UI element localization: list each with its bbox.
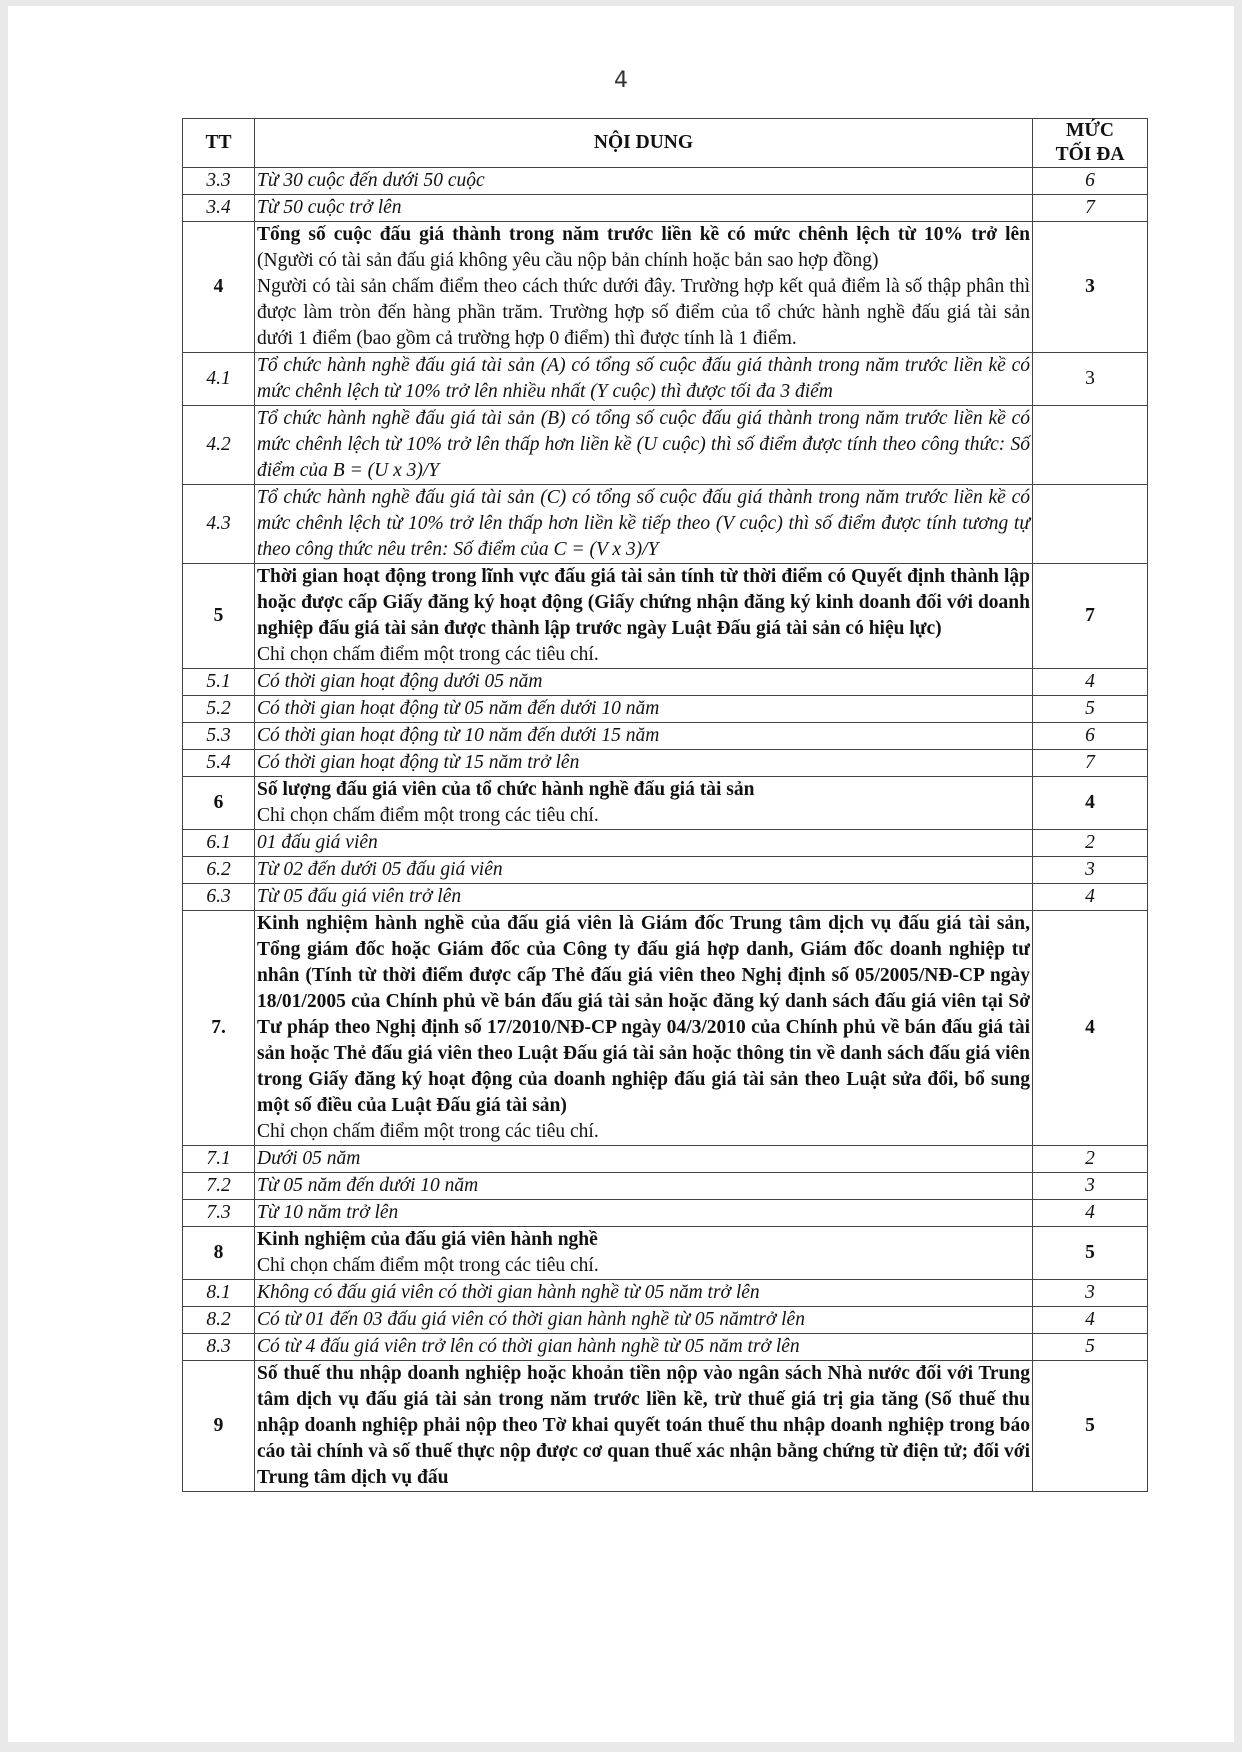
row-note: Chỉ chọn chấm điểm một trong các tiêu chí. xyxy=(257,805,599,826)
table-row xyxy=(183,222,1148,353)
row-content xyxy=(255,911,1033,1146)
row-tt: 8.2 xyxy=(183,1307,255,1334)
row-max: 4 xyxy=(1033,669,1148,696)
row-tt: 6 xyxy=(183,777,255,830)
row-text: Từ 10 năm trở lên xyxy=(255,1200,1033,1227)
row-max: 3 xyxy=(1033,1173,1148,1200)
row-text: (Người có tài sản đấu giá không yêu cầu nộp bản chính hoặc bản sao hợp đồng) xyxy=(257,250,879,271)
row-max: 3 xyxy=(1033,1280,1148,1307)
row-text: Từ 05 đấu giá viên trở lên xyxy=(255,884,1033,911)
table-row xyxy=(183,884,1148,911)
table-row xyxy=(183,1307,1148,1334)
row-max: 2 xyxy=(1033,830,1148,857)
table-row xyxy=(183,353,1148,406)
header-content: NỘI DUNG xyxy=(255,119,1033,168)
row-max: 6 xyxy=(1033,168,1148,195)
row-text: Không có đấu giá viên có thời gian hành nghề từ 05 năm trở lên xyxy=(255,1280,1033,1307)
row-max: 2 xyxy=(1033,1146,1148,1173)
row-tt: 4.2 xyxy=(183,406,255,485)
row-text: Có từ 4 đấu giá viên trở lên có thời gian hành nghề từ 05 năm trở lên xyxy=(255,1334,1033,1361)
row-note: Chỉ chọn chấm điểm một trong các tiêu chí. xyxy=(257,644,599,665)
header-tt: TT xyxy=(183,119,255,168)
table-row xyxy=(183,911,1148,1146)
row-max: 3 xyxy=(1033,857,1148,884)
row-tt: 4.3 xyxy=(183,485,255,564)
row-max xyxy=(1033,406,1148,485)
row-max: 4 xyxy=(1033,1200,1148,1227)
row-tt: 5.4 xyxy=(183,750,255,777)
row-tt: 6.3 xyxy=(183,884,255,911)
row-text: Có thời gian hoạt động từ 05 năm đến dưới 10 năm xyxy=(255,696,1033,723)
row-tt: 8.3 xyxy=(183,1334,255,1361)
row-text: Từ 05 năm đến dưới 10 năm xyxy=(255,1173,1033,1200)
row-bold-text: Số lượng đấu giá viên của tổ chức hành nghề đấu giá tài sản xyxy=(257,779,755,800)
table-row xyxy=(183,1227,1148,1280)
table-row xyxy=(183,857,1148,884)
row-note: Chỉ chọn chấm điểm một trong các tiêu chí. xyxy=(257,1255,599,1276)
table-row xyxy=(183,1146,1148,1173)
row-max: 5 xyxy=(1033,1227,1148,1280)
row-tt: 7.3 xyxy=(183,1200,255,1227)
row-tt: 7.1 xyxy=(183,1146,255,1173)
row-text: Tổ chức hành nghề đấu giá tài sản (A) có tổng số cuộc đấu giá thành trong năm trước liền kề có mức chênh lệch từ 10% trở lên nhiều nhất (Y cuộc) thì được tối đa 3 điểm xyxy=(255,353,1033,406)
table-row xyxy=(183,195,1148,222)
row-text: Có thời gian hoạt động từ 10 năm đến dưới 15 năm xyxy=(255,723,1033,750)
table-row xyxy=(183,1200,1148,1227)
row-text: Từ 50 cuộc trở lên xyxy=(255,195,1033,222)
row-text: Có từ 01 đến 03 đấu giá viên có thời gian hành nghề từ 05 nămtrở lên xyxy=(255,1307,1033,1334)
row-max: 3 xyxy=(1033,222,1148,353)
row-content xyxy=(255,777,1033,830)
row-tt: 5.2 xyxy=(183,696,255,723)
row-tt: 7. xyxy=(183,911,255,1146)
document-page xyxy=(8,6,1234,1742)
row-text: Tổ chức hành nghề đấu giá tài sản (B) có tổng số cuộc đấu giá thành trong năm trước liền kề có mức chênh lệch từ 10% trở lên thấp hơn liền kề (U cuộc) thì số điểm được tính theo công thức: Số điểm của B = (U x 3)/Y xyxy=(255,406,1033,485)
table-row xyxy=(183,1361,1148,1492)
row-content xyxy=(255,222,1033,353)
row-content xyxy=(255,1227,1033,1280)
row-tt: 8.1 xyxy=(183,1280,255,1307)
row-bold-text: Kinh nghiệm hành nghề của đấu giá viên là Giám đốc Trung tâm dịch vụ đấu giá tài sản, Tổng giám đốc hoặc Giám đốc của Công ty đấu giá hợp danh, Giám đốc doanh nghiệp tư nhân (Tính từ thời điểm được cấp Thẻ đấu giá viên theo Nghị định số 05/2005/NĐ-CP ngày 18/01/2005 của Chính phủ về bán đấu giá tài sản hoặc đăng ký danh sách đấu giá viên tại Sở Tư pháp theo Nghị định số 17/2010/NĐ-CP ngày 04/3/2010 của Chính phủ về bán đấu giá tài sản hoặc Thẻ đấu giá viên theo Luật Đấu giá tài sản hoặc thông tin về danh sách đấu giá viên trong Giấy đăng ký hoạt động của doanh nghiệp đấu giá tài sản theo Luật sửa đổi, bổ sung một số điều của Luật Đấu giá tài sản) xyxy=(257,913,1030,1116)
row-max: 7 xyxy=(1033,195,1148,222)
table-row xyxy=(183,406,1148,485)
row-max: 4 xyxy=(1033,884,1148,911)
table-row xyxy=(183,830,1148,857)
row-text: Dưới 05 năm xyxy=(255,1146,1033,1173)
row-tt: 6.2 xyxy=(183,857,255,884)
row-text: Từ 02 đến dưới 05 đấu giá viên xyxy=(255,857,1033,884)
row-text: Tổ chức hành nghề đấu giá tài sản (C) có tổng số cuộc đấu giá thành trong năm trước liền kề có mức chênh lệch từ 10% trở lên thấp hơn liền kề tiếp theo (V cuộc) thì số điểm được tính tương tự theo công thức nêu trên: Số điểm của C = (V x 3)/Y xyxy=(255,485,1033,564)
row-tt: 3.4 xyxy=(183,195,255,222)
table-row xyxy=(183,723,1148,750)
table-row xyxy=(183,1280,1148,1307)
table-row xyxy=(183,777,1148,830)
row-tt: 7.2 xyxy=(183,1173,255,1200)
row-tt: 5.3 xyxy=(183,723,255,750)
row-max: 7 xyxy=(1033,564,1148,669)
row-max: 4 xyxy=(1033,777,1148,830)
table-row xyxy=(183,485,1148,564)
row-text: Có thời gian hoạt động dưới 05 năm xyxy=(255,669,1033,696)
row-bold-text: Tổng số cuộc đấu giá thành trong năm trước liền kề có mức chênh lệch từ 10% trở lên xyxy=(257,224,1030,245)
row-max xyxy=(1033,485,1148,564)
table-row xyxy=(183,168,1148,195)
table-row xyxy=(183,1173,1148,1200)
row-bold-text: Thời gian hoạt động trong lĩnh vực đấu giá tài sản tính từ thời điểm có Quyết định thành lập hoặc được cấp Giấy đăng ký hoạt động (Giấy chứng nhận đăng ký kinh doanh đối với doanh nghiệp đấu giá tài sản được thành lập trước ngày Luật Đấu giá tài sản có hiệu lực) xyxy=(257,566,1030,639)
header-max: MỨC TỐI ĐA xyxy=(1033,119,1148,168)
row-max: 3 xyxy=(1033,353,1148,406)
table-row xyxy=(183,669,1148,696)
table-header-row xyxy=(183,119,1148,168)
row-tt: 4 xyxy=(183,222,255,353)
page-number: 4 xyxy=(614,68,628,93)
row-bold-text: Kinh nghiệm của đấu giá viên hành nghề xyxy=(257,1229,598,1250)
row-content xyxy=(255,564,1033,669)
row-tt: 3.3 xyxy=(183,168,255,195)
table-row xyxy=(183,750,1148,777)
row-text: Từ 30 cuộc đến dưới 50 cuộc xyxy=(255,168,1033,195)
row-max: 5 xyxy=(1033,696,1148,723)
row-max: 5 xyxy=(1033,1334,1148,1361)
row-max: 4 xyxy=(1033,911,1148,1146)
row-text: Có thời gian hoạt động từ 15 năm trở lên xyxy=(255,750,1033,777)
row-bold-text: Số thuế thu nhập doanh nghiệp hoặc khoản tiền nộp vào ngân sách Nhà nước đối với Trung tâm dịch vụ đấu giá tài sản trong năm trước liền kề, trừ thuế giá trị gia tăng (Số thuế thu nhập doanh nghiệp phải nộp theo Tờ khai quyết toán thuế thu nhập doanh nghiệp trong báo cáo tài chính và số thuế thực nộp được cơ quan thuế xác nhận bằng chứng từ điện tử; đối với Trung tâm dịch vụ đấu xyxy=(257,1363,1030,1488)
row-tt: 5 xyxy=(183,564,255,669)
row-text: 01 đấu giá viên xyxy=(255,830,1033,857)
row-max: 5 xyxy=(1033,1361,1148,1492)
row-tt: 4.1 xyxy=(183,353,255,406)
row-max: 7 xyxy=(1033,750,1148,777)
row-tt: 5.1 xyxy=(183,669,255,696)
row-note: Chỉ chọn chấm điểm một trong các tiêu chí. xyxy=(257,1121,599,1142)
row-tt: 9 xyxy=(183,1361,255,1492)
row-tt: 6.1 xyxy=(183,830,255,857)
scoring-table xyxy=(182,118,1148,1492)
table-row xyxy=(183,564,1148,669)
row-max: 6 xyxy=(1033,723,1148,750)
row-content xyxy=(255,1361,1033,1492)
row-tt: 8 xyxy=(183,1227,255,1280)
table-row xyxy=(183,696,1148,723)
table-row xyxy=(183,1334,1148,1361)
row-note: Người có tài sản chấm điểm theo cách thức dưới đây. Trường hợp kết quả điểm là số thập phân thì được làm tròn đến hàng phần trăm. Trường hợp số điểm của tổ chức hành nghề đấu giá tài sản dưới 1 điểm (bao gồm cả trường hợp 0 điểm) thì được tính là 1 điểm. xyxy=(257,276,1030,349)
row-max: 4 xyxy=(1033,1307,1148,1334)
